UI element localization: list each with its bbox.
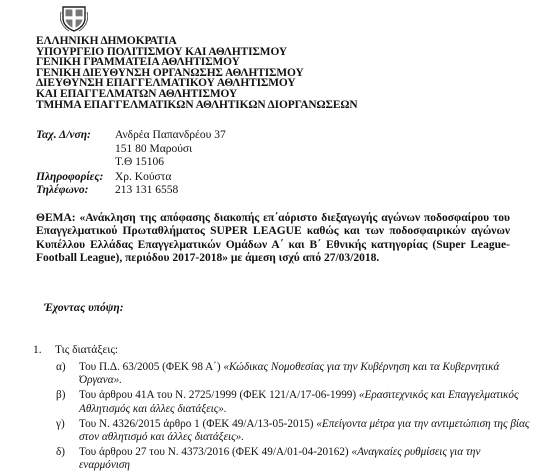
info-contact-name: Χρ. Κούστα [115, 171, 172, 183]
item-text: Του Ν. 4326/2015 άρθρο 1 (ΦΕΚ 49/Α/13-05-2015) [79, 417, 314, 430]
item-marker: β) [56, 389, 66, 402]
header-line: ΤΜΗΜΑ ΕΠΑΓΓΕΛΜΑΤΙΚΩΝ ΑΘΛΗΤΙΚΩΝ ΔΙΟΡΓΑΝΩΣΕΩΝ [36, 98, 358, 111]
postal-address-label: Ταχ. Δ/νση: [36, 129, 91, 141]
item-marker: α) [56, 361, 66, 373]
item-title: «Επείγοντα μέτρα για την αντιμετώπιση της βίας στον αθλητισμό και άλλες διατάξεις». [79, 417, 530, 444]
issuer-header [36, 36, 358, 110]
header-line: ΓΕΝΙΚΗ ΔΙΕΥΘΥΝΣΗ ΟΡΓΑΝΩΣΗΣ ΑΘΛΗΤΙΣΜΟΥ [36, 66, 304, 79]
item-marker: δ) [56, 446, 65, 459]
header-line: ΓΕΝΙΚΗ ΓΡΑΜΜΑΤΕΙΑ ΑΘΛΗΤΙΣΜΟΥ [36, 56, 240, 69]
header-line: ΕΛΛΗΝΙΚΗ ΔΗΜΟΚΡΑΤΙΑ [36, 35, 177, 47]
section-number: 1. [33, 344, 42, 356]
header-line: ΔΙΕΥΘΥΝΣΗ ΕΠΑΓΓΕΛΜΑΤΙΚΟΥ ΑΘΛΗΤΙΣΜΟΥ [36, 77, 296, 90]
item-text: Του Π.Δ. 63/2005 (ΦΕΚ 98 Α΄) [79, 361, 221, 373]
item-text: Του άρθρου 27 του Ν. 4373/2016 (ΦΕΚ 49/Α/01-04-20162) [79, 446, 349, 459]
street-address: Ανδρέα Παπανδρέου 37 [115, 129, 226, 141]
header-line: ΥΠΟΥΡΓΕΙΟ ΠΟΛΙΤΙΣΜΟΥ ΚΑΙ ΑΘΛΗΤΙΣΜΟΥ [36, 45, 288, 58]
item-title: «Αναγκαίες ρυθμίσεις για την εναρμόνιση [79, 446, 481, 472]
list-item [56, 417, 530, 444]
subject-paragraph [36, 212, 510, 265]
list-item [56, 389, 530, 415]
phone-label: Τηλέφωνο: [36, 184, 89, 196]
section-title: Τις διατάξεις: [55, 344, 119, 356]
item-marker: γ) [56, 417, 65, 430]
po-box: Τ.Θ 15106 [115, 156, 164, 168]
item-text: Του άρθρου 41Α του Ν. 2725/1999 (ΦΕΚ 121/Α/17-06-1999) [79, 389, 357, 402]
phone-number: 213 131 6558 [115, 184, 179, 196]
subject-text: «Ανάκληση της απόφασης διακοπής επ΄αόριστο διεξαγωγής αγώνων ποδοσφαίρου του Επαγγελματικού Πρωταθλήματος SUPER LEAGUE καθώς και των ποδοσφαιρικών αγώνων Κυπέλλου Ελλάδας Επαγγελματικών Ομάδων Α΄ και Β΄ Εθνικής κατηγορίας (Super League-Football League), περιόδου 2017-2018» με άμεση ισχύ από 27/03/2018. [36, 212, 510, 264]
item-title: «Ερασιτεχνικός και Επαγγελματικός Αθλητισμός και άλλες διατάξεις». [79, 389, 519, 415]
list-item [56, 361, 530, 387]
subject-label: ΘΕΜΑ: [36, 212, 76, 224]
having-regard-heading: Έχοντας υπόψη: [44, 302, 124, 314]
item-title: «Κώδικας Νομοθεσίας για την Κυβέρνηση και τα Κυβερνητικά Όργανα». [79, 361, 500, 387]
provisions-list [56, 361, 530, 475]
city-postcode: 151 80 Μαρούσι [115, 143, 193, 155]
section-1-heading [33, 344, 119, 356]
header-line: ΚΑΙ ΕΠΑΓΓΕΛΜΑΤΩΝ ΑΘΛΗΤΙΣΜΟΥ [36, 87, 238, 100]
greek-coat-of-arms-icon [60, 4, 88, 32]
info-label: Πληροφορίες: [36, 171, 104, 183]
list-item [56, 446, 530, 472]
